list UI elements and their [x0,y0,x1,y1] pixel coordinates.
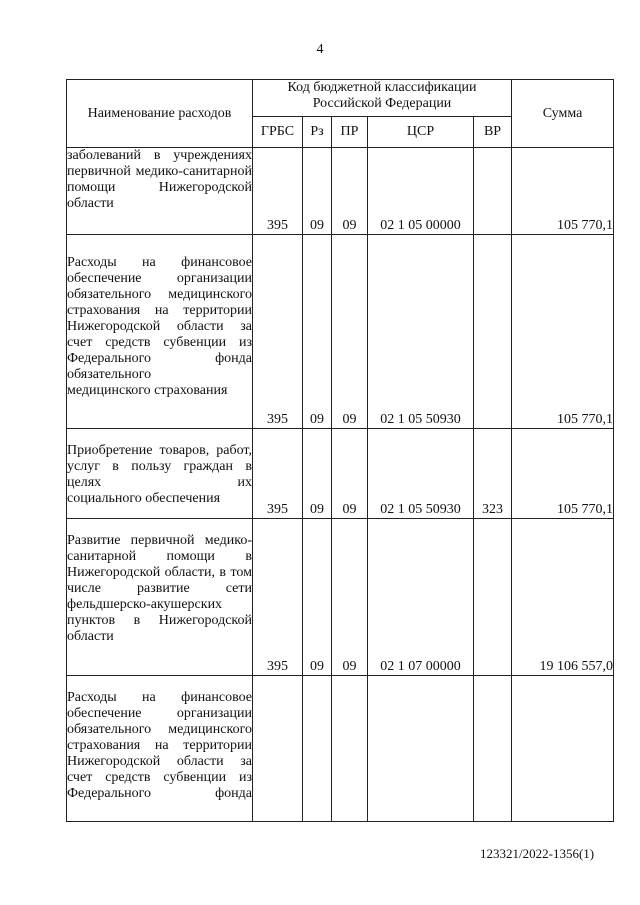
header-sum: Сумма [512,80,614,148]
document-code: 123321/2022-1356(1) [480,846,595,861]
vr-cell: 323 [474,429,512,519]
header-grbs: ГРБС [253,117,303,148]
csr-cell: 02 1 05 50930 [368,235,474,429]
page-number: 4 [316,42,324,57]
header-name: Наименование расходов [67,80,253,148]
expense-name: Расходы на финансовое обеспечение организации обязательного медицинского страхования на территории Нижегородской области за счет средств субвенции из Федерального фонда [67,676,253,822]
header-pr: ПР [332,117,368,148]
table-row [67,519,614,676]
rz-cell [303,676,332,822]
rz-cell: 09 [303,519,332,676]
grbs-cell: 395 [253,429,303,519]
vr-cell [474,676,512,822]
rz-cell: 09 [303,148,332,235]
header-kbk: Код бюджетной классификации Российской Федерации [253,80,512,117]
rz-cell: 09 [303,235,332,429]
grbs-cell [253,676,303,822]
budget-table [66,79,614,822]
sum-cell: 105 770,1 [512,429,614,519]
csr-cell: 02 1 05 50930 [368,429,474,519]
csr-cell: 02 1 07 00000 [368,519,474,676]
vr-cell [474,235,512,429]
grbs-cell: 395 [253,519,303,676]
header-vr: ВР [474,117,512,148]
pr-cell [332,676,368,822]
grbs-cell: 395 [253,235,303,429]
grbs-cell: 395 [253,148,303,235]
pr-cell: 09 [332,519,368,676]
table-row [67,235,614,429]
vr-cell [474,519,512,676]
pr-cell: 09 [332,235,368,429]
expense-name: Развитие первичной медико-санитарной помощи в Нижегородской области, в том числе развитие сети фельдшерско-акушерских пунктов в Нижегородской области [67,519,253,676]
expense-name: Расходы на финансовое обеспечение организации обязательного медицинского страхования на территории Нижегородской области за счет средств субвенции из Федерального фонда обязательного медицинского страхования [67,235,253,429]
vr-cell [474,148,512,235]
table-row [67,429,614,519]
expense-name: Приобретение товаров, работ, услуг в пользу граждан в целях их социального обеспечения [67,429,253,519]
sum-cell [512,676,614,822]
header-row [67,80,614,117]
sum-cell: 105 770,1 [512,148,614,235]
table-row [67,148,614,235]
sum-cell: 105 770,1 [512,235,614,429]
expense-name: заболеваний в учреждениях первичной медико-санитарной помощи Нижегородской области [67,148,253,235]
rz-cell: 09 [303,429,332,519]
pr-cell: 09 [332,429,368,519]
pr-cell: 09 [332,148,368,235]
header-csr: ЦСР [368,117,474,148]
csr-cell: 02 1 05 00000 [368,148,474,235]
csr-cell [368,676,474,822]
header-rz: Рз [303,117,332,148]
sum-cell: 19 106 557,0 [512,519,614,676]
table-row [67,676,614,822]
